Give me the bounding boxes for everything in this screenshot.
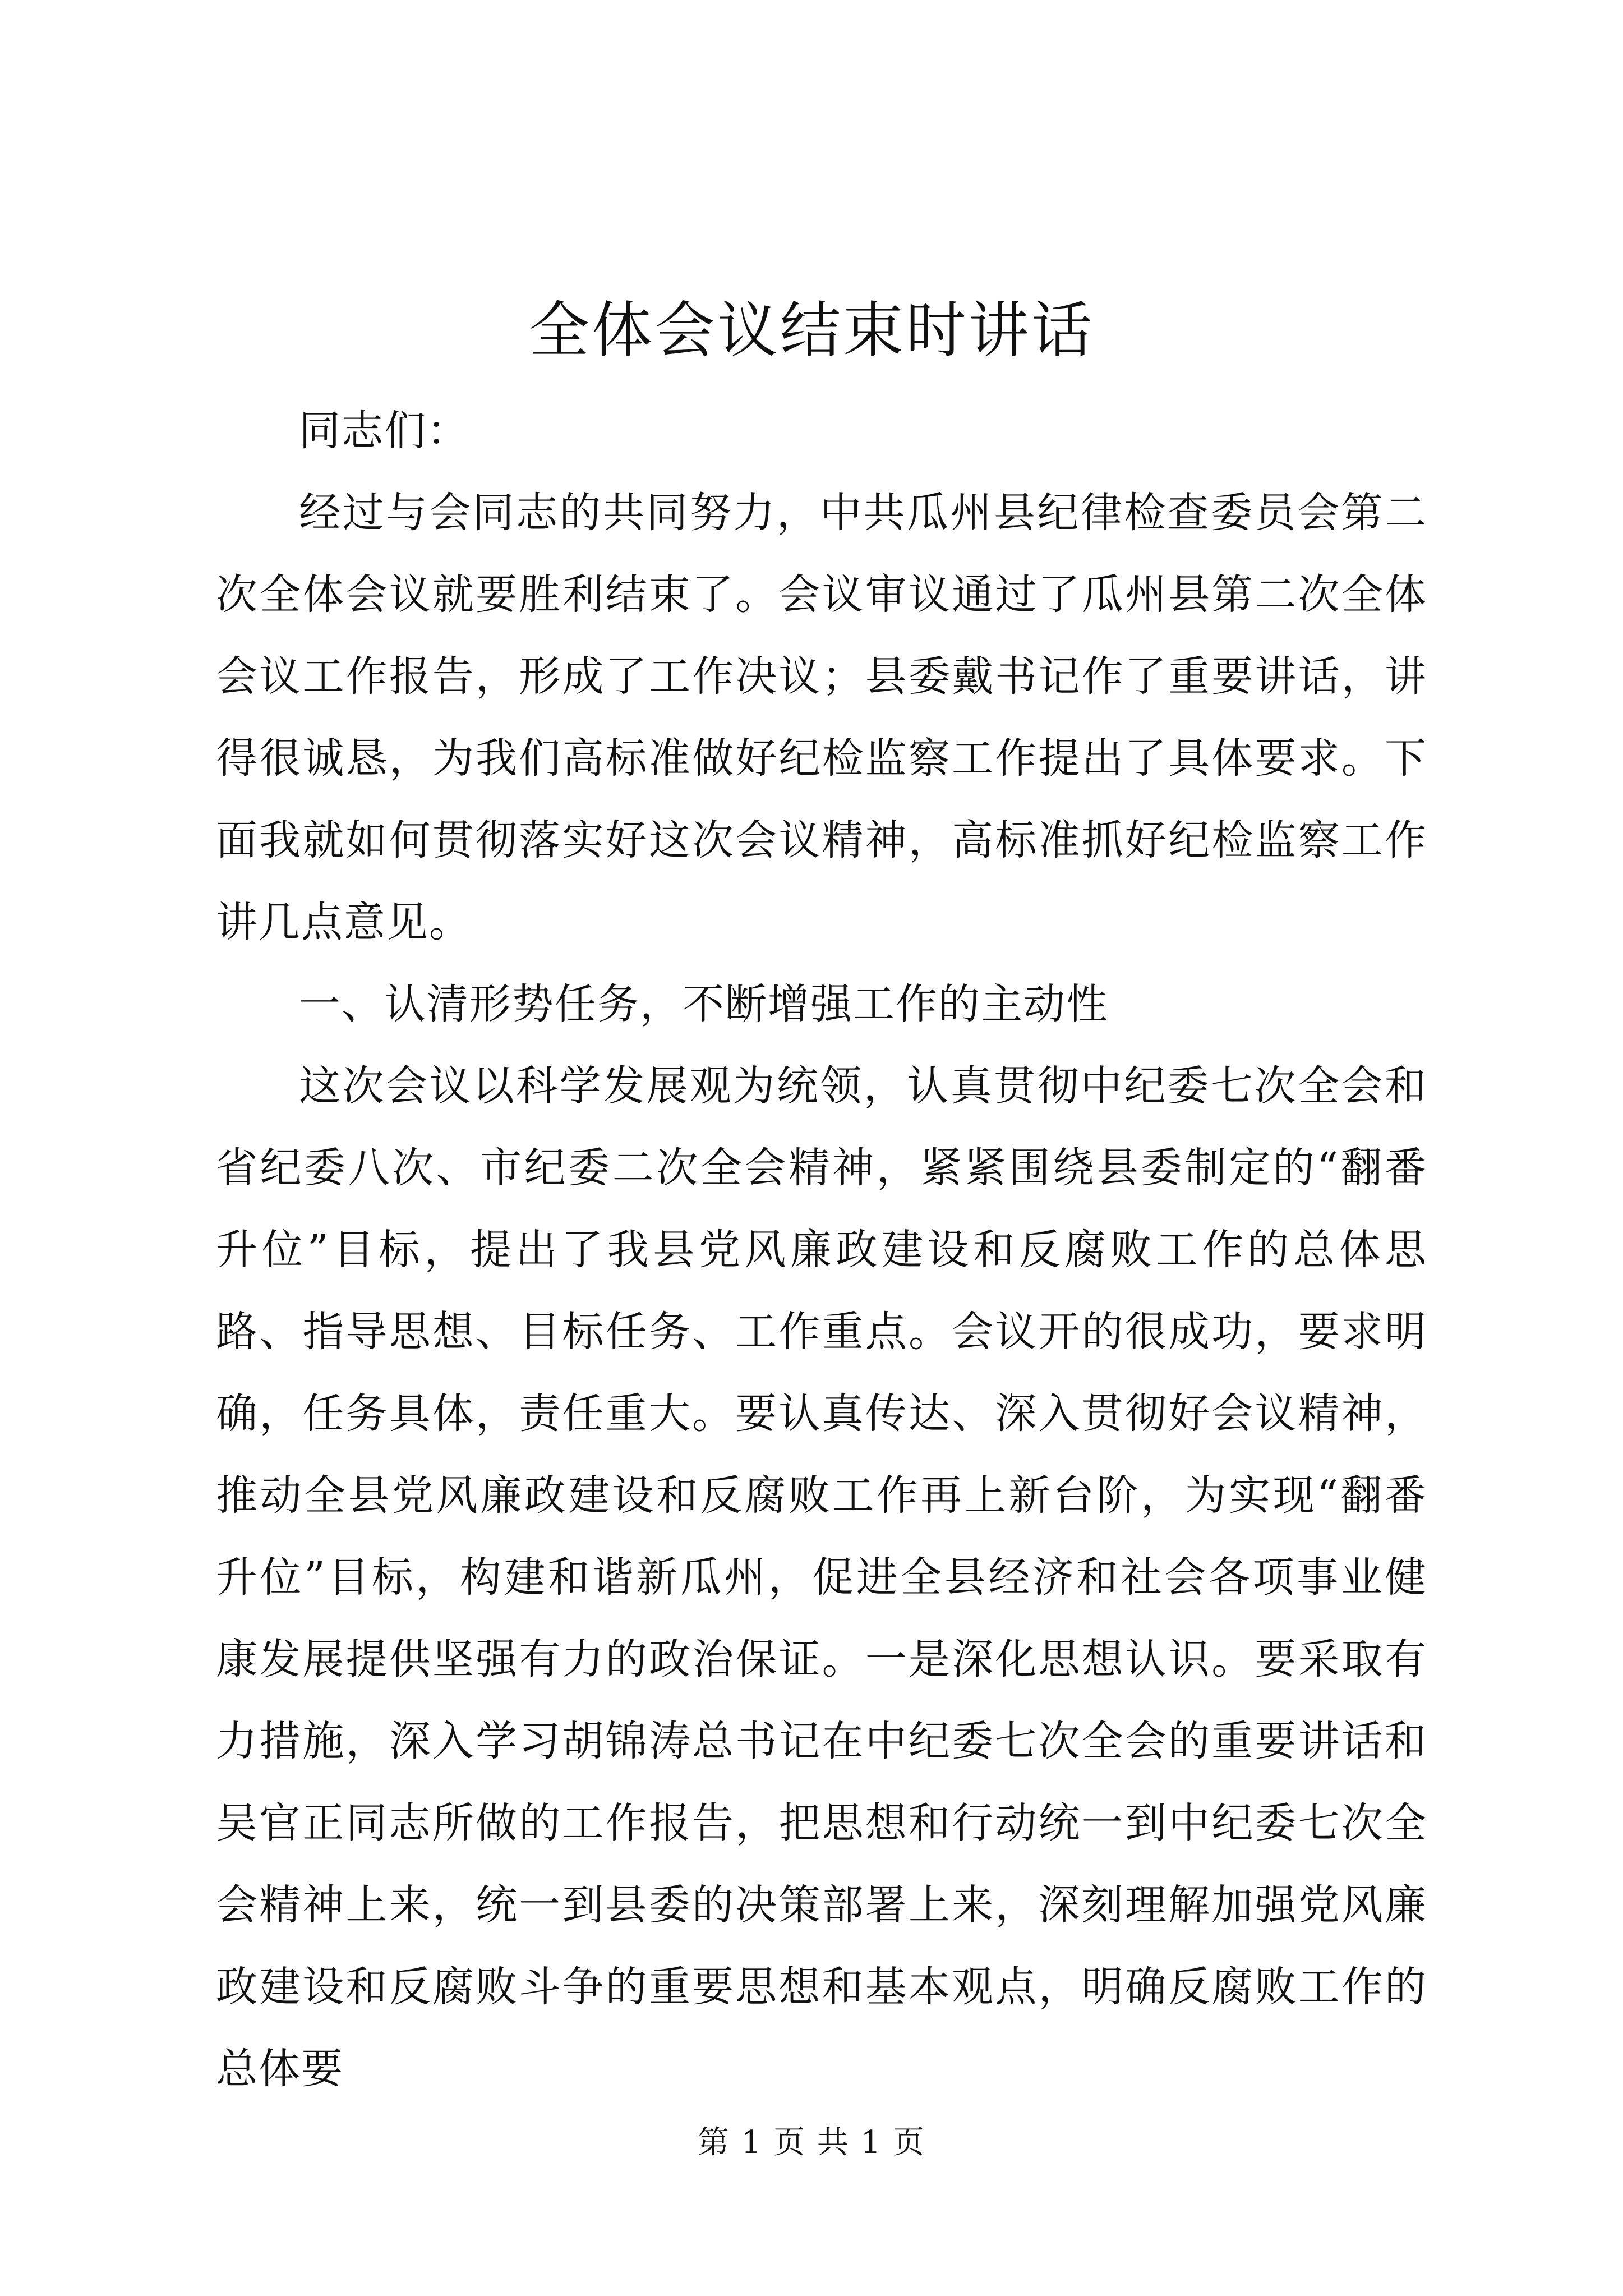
section-heading: 一、认清形势任务，不断增强工作的主动性 bbox=[299, 980, 1109, 1028]
body-paragraph: 经过与会同志的共同努力，中共瓜州县纪律检查委员会第二次全体会议就要胜利结束了。会议审议通过了瓜州县第二次全体会议工作报告，形成了工作决议；县委戴书记作了重要讲话，讲得很诚恳，为我们高标准做好纪检监察工作提出了具体要求。下面我就如何贯彻落实好这次会议精神，高标准抓好纪检监察工作讲几点意见。 bbox=[216, 489, 1427, 946]
body-paragraph: 这次会议以科学发展观为统领，认真贯彻中纪委七次全会和省纪委八次、市纪委二次全会精神，紧紧围绕县委制定的“翻番升位”目标，提出了我县党风廉政建设和反腐败工作的总体思路、指导思想、目标任务、工作重点。会议开的很成功，要求明确，任务具体，责任重大。要认真传达、深入贯彻好会议精神，推动全县党风廉政建设和反腐败工作再上新台阶，为实现“翻番升位”目标，构建和谐新瓜州，促进全县经济和社会各项事业健康发展提供坚强有力的政治保证。一是深化思想认识。要采取有力措施，深入学习胡锦涛总书记在中纪委七次全会的重要讲话和吴官正同志所做的工作报告，把思想和行动统一到中纪委七次全会精神上来，统一到县委的决策部署上来，深刻理解加强党风廉政建设和反腐败斗争的重要思想和基本观点，明确反腐败工作的总体要 bbox=[216, 1062, 1427, 2093]
page-footer: 第 1 页 共 1 页 bbox=[697, 2124, 926, 2161]
greeting-paragraph: 同志们： bbox=[299, 407, 469, 455]
document-body bbox=[216, 390, 1427, 2110]
document-title: 全体会议结束时讲话 bbox=[528, 296, 1094, 366]
